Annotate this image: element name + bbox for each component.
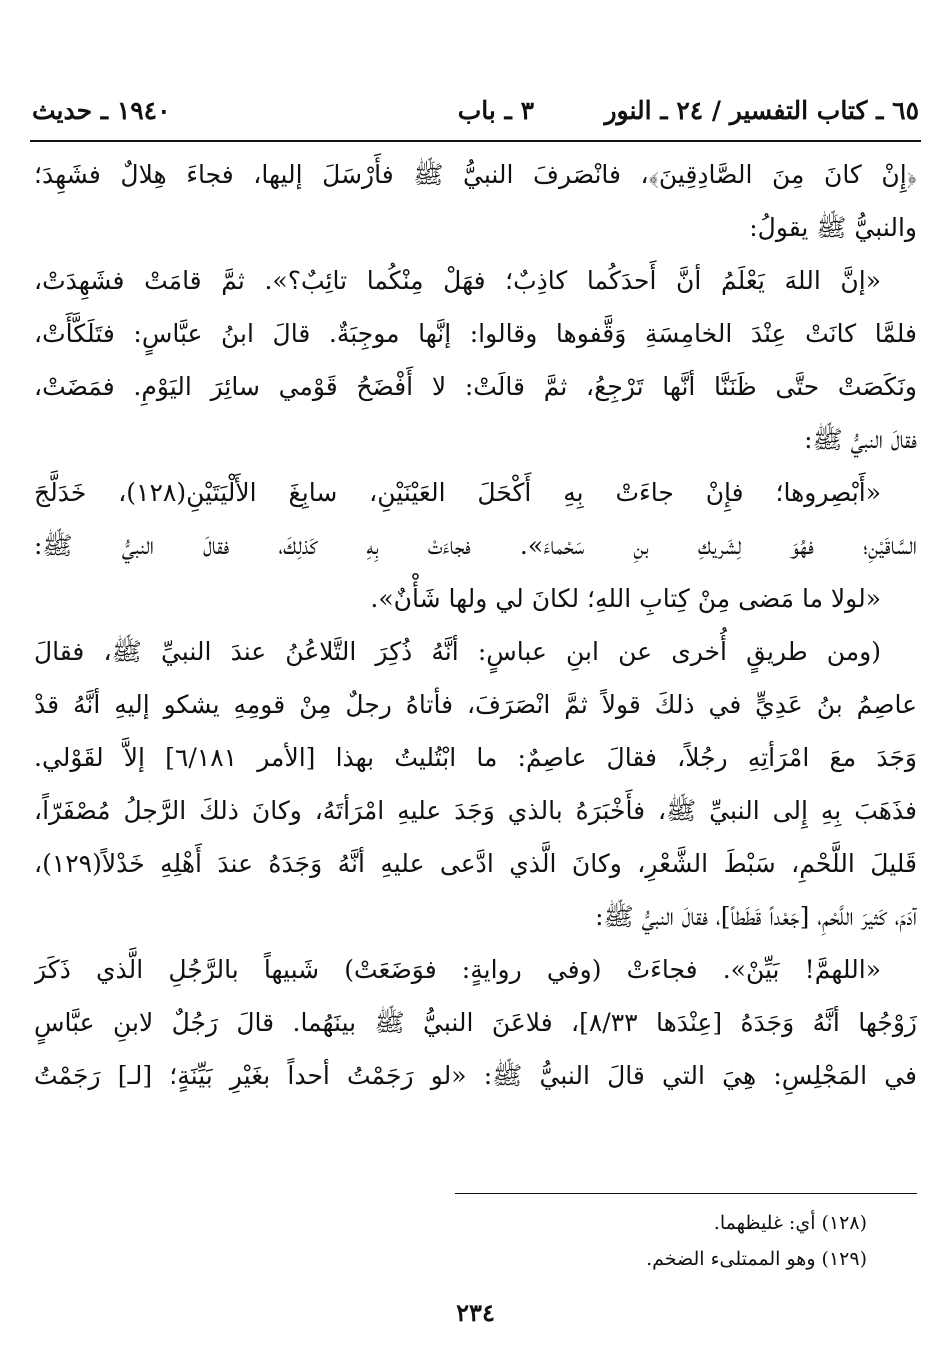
text-line: وَجَدَ معَ امْرَأتِهِ رجُلاً، فقالَ عاصِمٌ: ما ابْتُليتُ بهذا [الأمر ٦/١٨١] إلاَّ لقَوْلي. [34,743,917,772]
text-line: «أَبْصِروها؛ فإِنْ جاءَتْ بِهِ أَكْحَلَ العَيْنَيْنِ، سابِغَ الأَلْيَتَيْنِ(١٢٨)، خَدَلَّجَ [34,478,882,507]
running-header [22,96,929,136]
text-line: (ومن طريقٍ أُخرى عن ابنِ عباسٍ: أنَّهُ ذُكِرَ التَّلاعُنُ عندَ النبيِّ ﷺ، فقالَ [34,637,881,666]
text-line: قَليلَ اللَّحْمِ، سَبْطَ الشَّعْرِ، وكانَ الَّذي ادَّعى عليهِ أنَّهُ وَجَدَهُ عندَ أَهْلِهِ خَدْلاً(١٢٩)، [34,849,917,878]
page-number: ٢٣٤ [456,1298,495,1327]
text-line: فقالَ النبيُّ ﷺ: [804,425,917,454]
text-line: والنبيُّ ﷺ يقولُ: [749,213,917,242]
header-section: ٣ ـ باب [457,96,534,125]
footnote-rule [455,1193,917,1194]
text-line: ﴿إِنْ كانَ مِنَ الصَّادِقِينَ﴾، فانْصَرفَ النبيُّ ﷺ فأَرْسَلَ إليها، فجاءَ هِلالٌ فشَهِدَ؛ [34,160,917,189]
text-line: «اللهمَّ! بَيِّنْ». فجاءَتْ (وفي روايةٍ: فوَضَعَتْ) شَبيهاً بالرَّجُلِ الَّذي ذَكَرَ [34,955,881,984]
footnote-129: (١٢٩) وهو الممتلىء الضخم. [646,1248,867,1270]
text-line: في المَجْلِسِ: هِيَ التي قالَ النبيُّ ﷺ: «لو رَجَمْتُ أحداً بغَيْرِ بَيِّنَةٍ؛ [لـ] رَجَمْتُ [34,1061,917,1090]
text-line: ونَكَصَتْ حتَّى ظَنَنَّا أنَّها تَرْجِعُ، ثمَّ قالَتْ: لا أَفْضَحُ قَوْمي سائِرَ اليَوْمِ. فمَضَتْ، [34,372,917,401]
header-rule [30,140,921,142]
text-line: السَّاقَيْنِ؛ فهُوَ لِشَريكِ بنِ سَحْماءَ». فجاءَتْ بِهِ كَذلِكَ، فقالَ النبيُّ ﷺ: [34,531,917,560]
main-text [34,148,917,1102]
header-book-chapter: ٦٥ ـ كتاب التفسير / ٢٤ ـ النور [604,96,919,125]
text-line: فلمَّا كانَتْ عِنْدَ الخامِسَةِ وَقَّفوها وقالوا: إنَّها موجِبَةٌ. قالَ ابنُ عبَّاسٍ: فتَلَكَّأَتْ، [34,319,917,348]
footnotes [34,1205,917,1277]
text-line: فذَهَبَ بِهِ إِلى النبيِّ ﷺ، فأَخْبَرَهُ بالذي وَجَدَ عليهِ امْرَأتَهُ، وكانَ ذلكَ الرَّجلُ مُصْفَرّاً، [34,796,917,825]
footnote-128: (١٢٨) أي: غليظهما. [713,1212,867,1234]
header-hadith-number: ١٩٤٠ ـ حديث [32,96,171,125]
text-line: آدَمَ، كَثيرَ اللَّحْمِ، [جَعْداً قَطَطاً]، فقالَ النبيُّ ﷺ: [595,902,917,931]
text-line: زَوْجُها أنَّهُ وَجَدَهُ [عِنْدَها ٨/٣٣]، فلاعَنَ النبيُّ ﷺ بينَهُما. قالَ رَجُلٌ لابنِ عبَّاسٍ [34,1008,917,1037]
text-line: عاصِمُ بنُ عَدِيٍّ في ذلكَ قولاً ثمَّ انْصَرَفَ، فأتاهُ رجلٌ مِنْ قومِهِ يشكو إليهِ أنَّهُ قدْ [34,690,917,719]
text-line: «إنَّ اللهَ يَعْلَمُ أنَّ أَحدَكُما كاذِبٌ؛ فهَلْ مِنْكُما تائِبٌ؟». ثمَّ قامَتْ فشَهِدَتْ، [34,266,881,295]
text-line: «لولا ما مَضى مِنْ كِتابِ اللهِ؛ لكانَ لي ولها شَأْنٌ». [370,584,881,613]
